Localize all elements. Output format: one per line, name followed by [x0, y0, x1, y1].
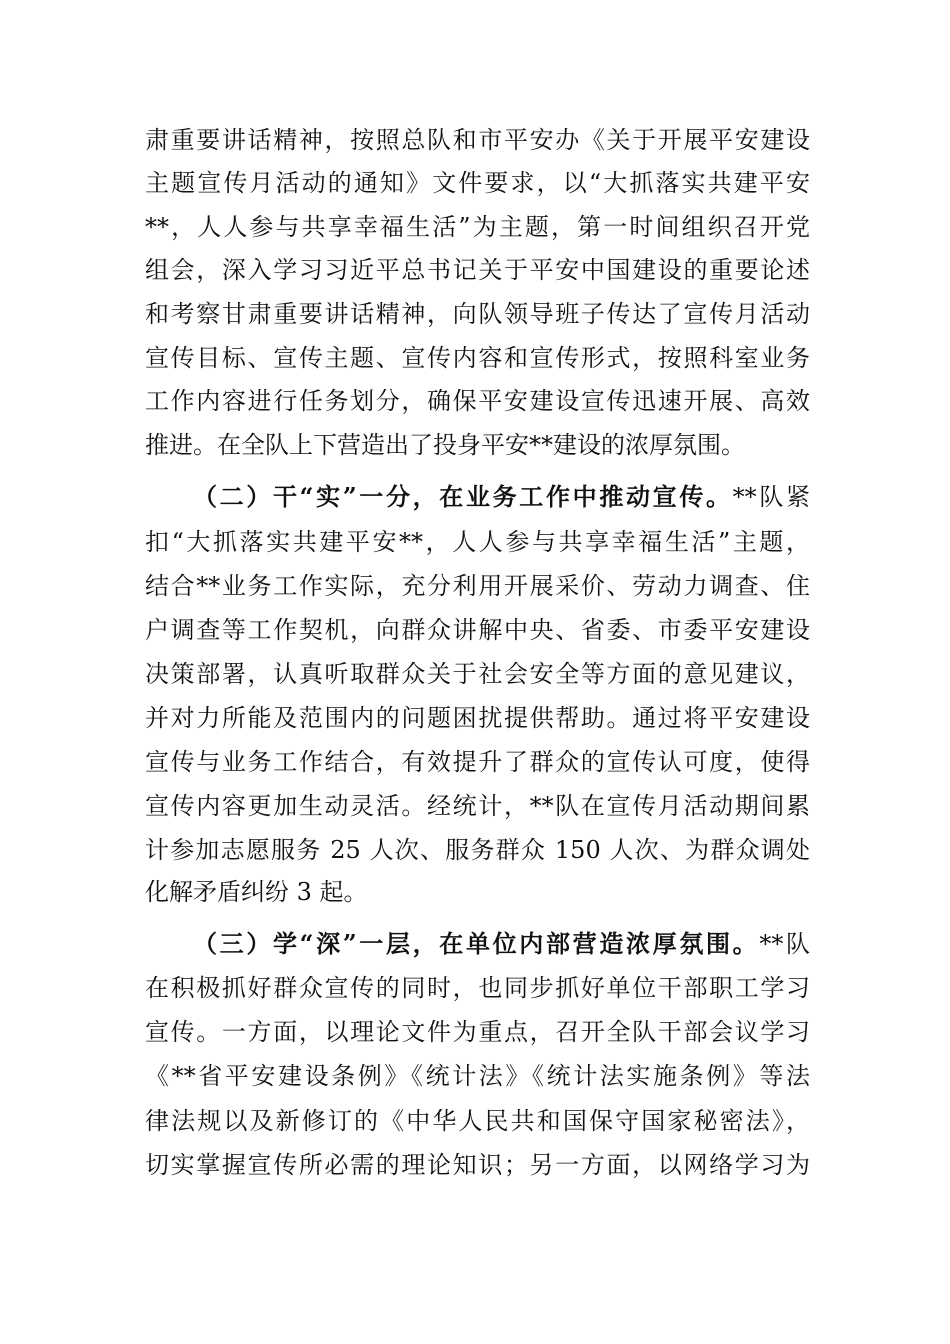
- section-heading: （二）干“实”一分，在业务工作中推动宣传。: [193, 482, 733, 511]
- paragraph-line: 宣传目标、宣传主题、宣传内容和宣传形式，按照科室业务: [145, 344, 810, 372]
- paragraph-line: 宣传内容更加生动灵活。经统计，**队在宣传月活动期间累: [145, 792, 810, 820]
- paragraph-line: 计参加志愿服务 25 人次、服务群众 150 人次、为群众调处: [145, 836, 810, 864]
- paragraph-line: 《**省平安建设条例》《统计法》《统计法实施条例》等法: [145, 1062, 810, 1090]
- paragraph-line: 组会，深入学习习近平总书记关于平安中国建设的重要论述: [145, 256, 810, 284]
- paragraph-line: 主题宣传月活动的通知》文件要求，以“大抓落实共建平安: [145, 169, 810, 197]
- paragraph-line: 工作内容进行任务划分，确保平安建设宣传迅速开展、高效: [145, 387, 810, 415]
- paragraph-line: 和考察甘肃重要讲话精神，向队领导班子传达了宣传月活动: [145, 300, 810, 328]
- paragraph-line: 切实掌握宣传所必需的理论知识；另一方面，以网络学习为: [145, 1151, 810, 1179]
- section-heading-line: [193, 477, 810, 517]
- paragraph-line: 化解矛盾纠纷 3 起。: [145, 878, 368, 906]
- paragraph-line: 宣传。一方面，以理论文件为重点，召开全队干部会议学习: [145, 1018, 810, 1046]
- paragraph-line: 并对力所能及范围内的问题困扰提供帮助。通过将平安建设: [145, 704, 810, 732]
- paragraph-line: 推进。在全队上下营造出了投身平安**建设的浓厚氛围。: [145, 431, 745, 459]
- paragraph-line: 结合**业务工作实际，充分利用开展采价、劳动力调查、住: [145, 572, 810, 600]
- section-heading: （三）学“深”一层，在单位内部营造浓厚氛围。: [193, 929, 760, 958]
- paragraph-line: **，人人参与共享幸福生活”为主题，第一时间组织召开党: [145, 213, 810, 241]
- paragraph-line: 宣传与业务工作结合，有效提升了群众的宣传认可度，使得: [145, 748, 810, 776]
- paragraph-line: 扣“大抓落实共建平安**，人人参与共享幸福生活”主题，: [145, 528, 810, 556]
- paragraph-line: 在积极抓好群众宣传的同时，也同步抓好单位干部职工学习: [145, 974, 810, 1002]
- paragraph-line: 决策部署，认真听取群众关于社会安全等方面的意见建议，: [145, 660, 810, 688]
- section-heading-continuation: **队: [759, 930, 811, 958]
- section-heading-continuation: **队紧: [732, 483, 811, 511]
- paragraph-line: 律法规以及新修订的《中华人民共和国保守国家秘密法》，: [145, 1107, 810, 1135]
- paragraph-line: 肃重要讲话精神，按照总队和市平安办《关于开展平安建设: [145, 126, 810, 154]
- section-heading-line: [193, 924, 810, 964]
- paragraph-line: 户调查等工作契机，向群众讲解中央、省委、市委平安建设: [145, 616, 810, 644]
